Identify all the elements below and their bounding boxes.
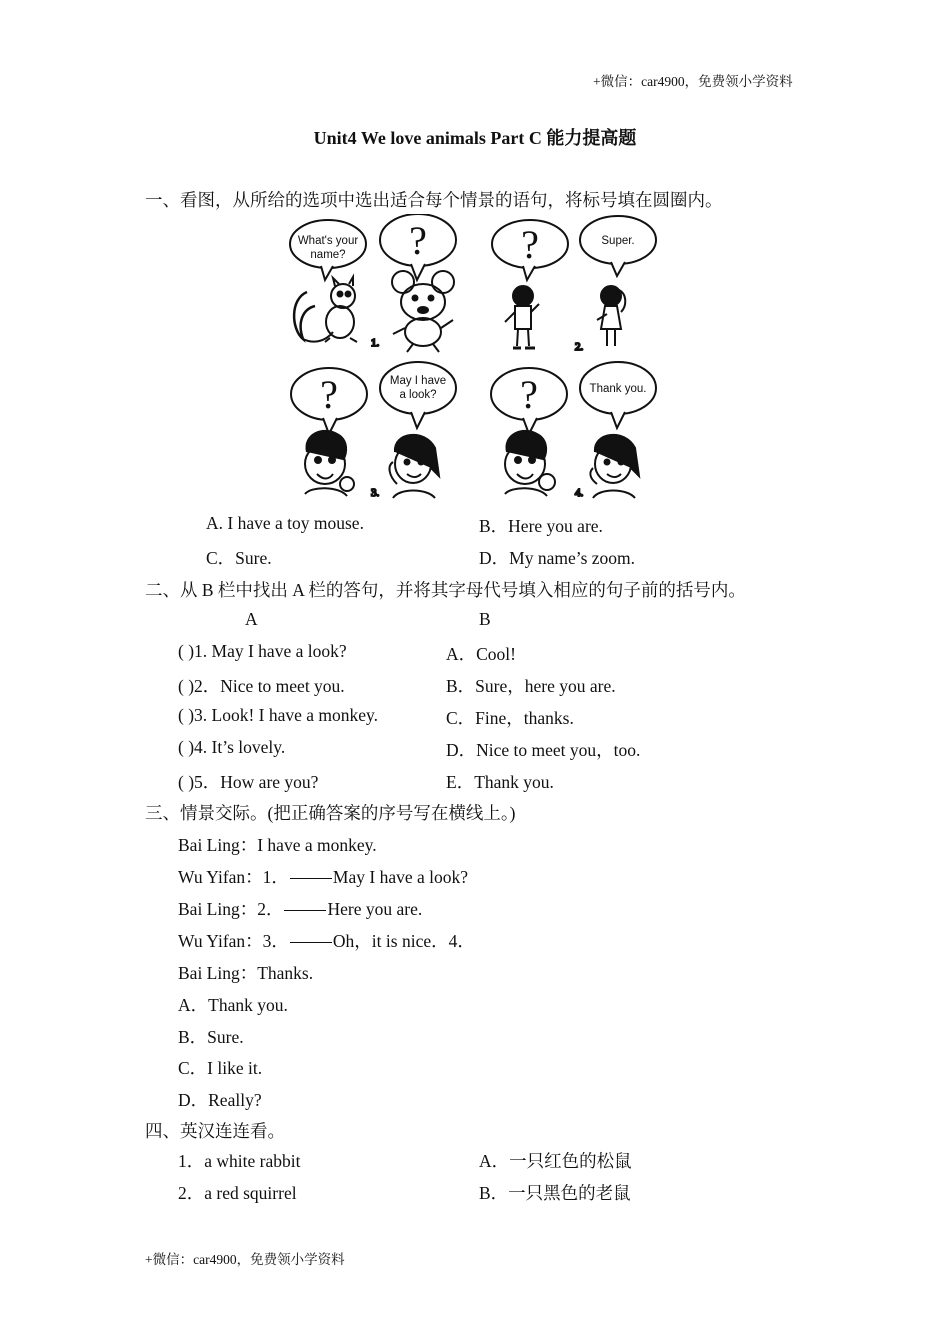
squirrel-figure	[294, 277, 357, 342]
bubble-text-2-right: Super.	[601, 235, 635, 247]
speech-bubble-3-right	[380, 362, 456, 414]
s1-option-a: A. I have a toy mouse.	[206, 513, 364, 533]
bubble-question-3-left: ?	[320, 372, 338, 417]
s2-row2-a: ( )2．Nice to meet you.	[178, 676, 345, 696]
boy-figure-4	[505, 431, 555, 496]
s2-col-a-header: A	[245, 609, 258, 629]
answer-blank-2[interactable]	[284, 910, 326, 911]
section3-heading: 三、情景交际。(把正确答案的序号写在横线上。)	[145, 803, 516, 823]
boy-figure-3	[305, 431, 354, 496]
s2-row3-b: C．Fine，thanks.	[446, 708, 574, 728]
bubble-text-3-right-line1: May I have	[389, 375, 447, 387]
s2-row2-b: B．Sure，here you are.	[446, 676, 616, 696]
section1-heading: 一、看图，从所给的选项中选出适合每个情景的语句，将标号填在圆圈内。	[145, 190, 723, 210]
s3-option-d: D．Really?	[178, 1090, 262, 1110]
section4-heading: 四、英汉连连看。	[145, 1121, 285, 1141]
s4-row2-zh: B．一只黑色的老鼠	[479, 1183, 631, 1203]
s3-option-a: A．Thank you.	[178, 995, 288, 1015]
s1-option-b: B．Here you are.	[479, 516, 603, 536]
s2-row1-b: A．Cool!	[446, 644, 516, 664]
s3-option-b: B．Sure.	[178, 1027, 244, 1047]
panel-number-1: 1.	[371, 337, 380, 349]
s1-option-d: D．My name’s zoom.	[479, 548, 636, 568]
section2-heading: 二、从 B 栏中找出 A 栏的答句，并将其字母代号填入相应的句子前的括号内。	[145, 580, 746, 600]
panel-number-3: 3.	[371, 487, 380, 499]
girl-figure-3	[390, 435, 439, 498]
s2-row4-b: D．Nice to meet you，too.	[446, 740, 641, 760]
s2-row5-a: ( )5．How are you?	[178, 772, 319, 792]
s3-dialog-line3: Bai Ling：2． Here you are.	[178, 899, 423, 919]
s3-option-c: C．I like it.	[178, 1058, 263, 1078]
s3-dialog-line5: Bai Ling：Thanks.	[178, 963, 314, 983]
girl-figure-small	[597, 286, 625, 346]
bubble-text-1-left-line2: name?	[310, 249, 346, 261]
bubble-question-4-left: ?	[520, 372, 538, 417]
boy-figure-small	[505, 286, 539, 348]
s2-row1-a: ( )1. May I have a look?	[178, 641, 347, 661]
s3-dialog-line4: Wu Yifan：3． Oh，it is nice．4．	[178, 931, 475, 951]
page-title: Unit4 We love animals Part C 能力提高题	[313, 128, 637, 148]
answer-blank-1[interactable]	[290, 878, 332, 879]
page-header-note: +微信：car4900，免费领小学资料	[593, 74, 793, 89]
s3-dialog-line2: Wu Yifan：1． May I have a look?	[178, 867, 469, 887]
bubble-text-3-right-line2: a look?	[399, 389, 437, 401]
page-footer-note: +微信：car4900，免费领小学资料	[145, 1252, 345, 1267]
illustration-panels	[285, 214, 665, 504]
s2-col-b-header: B	[479, 609, 491, 629]
panel-number-2: 2.	[575, 341, 584, 353]
bubble-text-1-left-line1: What's your	[297, 235, 359, 247]
panel-number-4: 4.	[575, 487, 584, 499]
s3-dialog-line1: Bai Ling：I have a monkey.	[178, 835, 377, 855]
bubble-question-1-right: ?	[409, 218, 427, 263]
answer-blank-3[interactable]	[290, 942, 332, 943]
bubble-question-2-left: ?	[521, 222, 539, 267]
girl-figure-4	[590, 435, 639, 498]
bubble-text-4-right: Thank you.	[589, 383, 647, 395]
s4-row2-en: 2．a red squirrel	[178, 1183, 297, 1203]
s2-row4-a: ( )4. It’s lovely.	[178, 737, 286, 757]
s2-row3-a: ( )3. Look! I have a monkey.	[178, 705, 379, 725]
s2-row5-b: E．Thank you.	[446, 772, 554, 792]
s1-option-c: C．Sure.	[206, 548, 272, 568]
toy-mouse-figure	[392, 271, 454, 352]
s4-row1-zh: A．一只红色的松鼠	[479, 1151, 632, 1171]
s4-row1-en: 1．a white rabbit	[178, 1151, 301, 1171]
